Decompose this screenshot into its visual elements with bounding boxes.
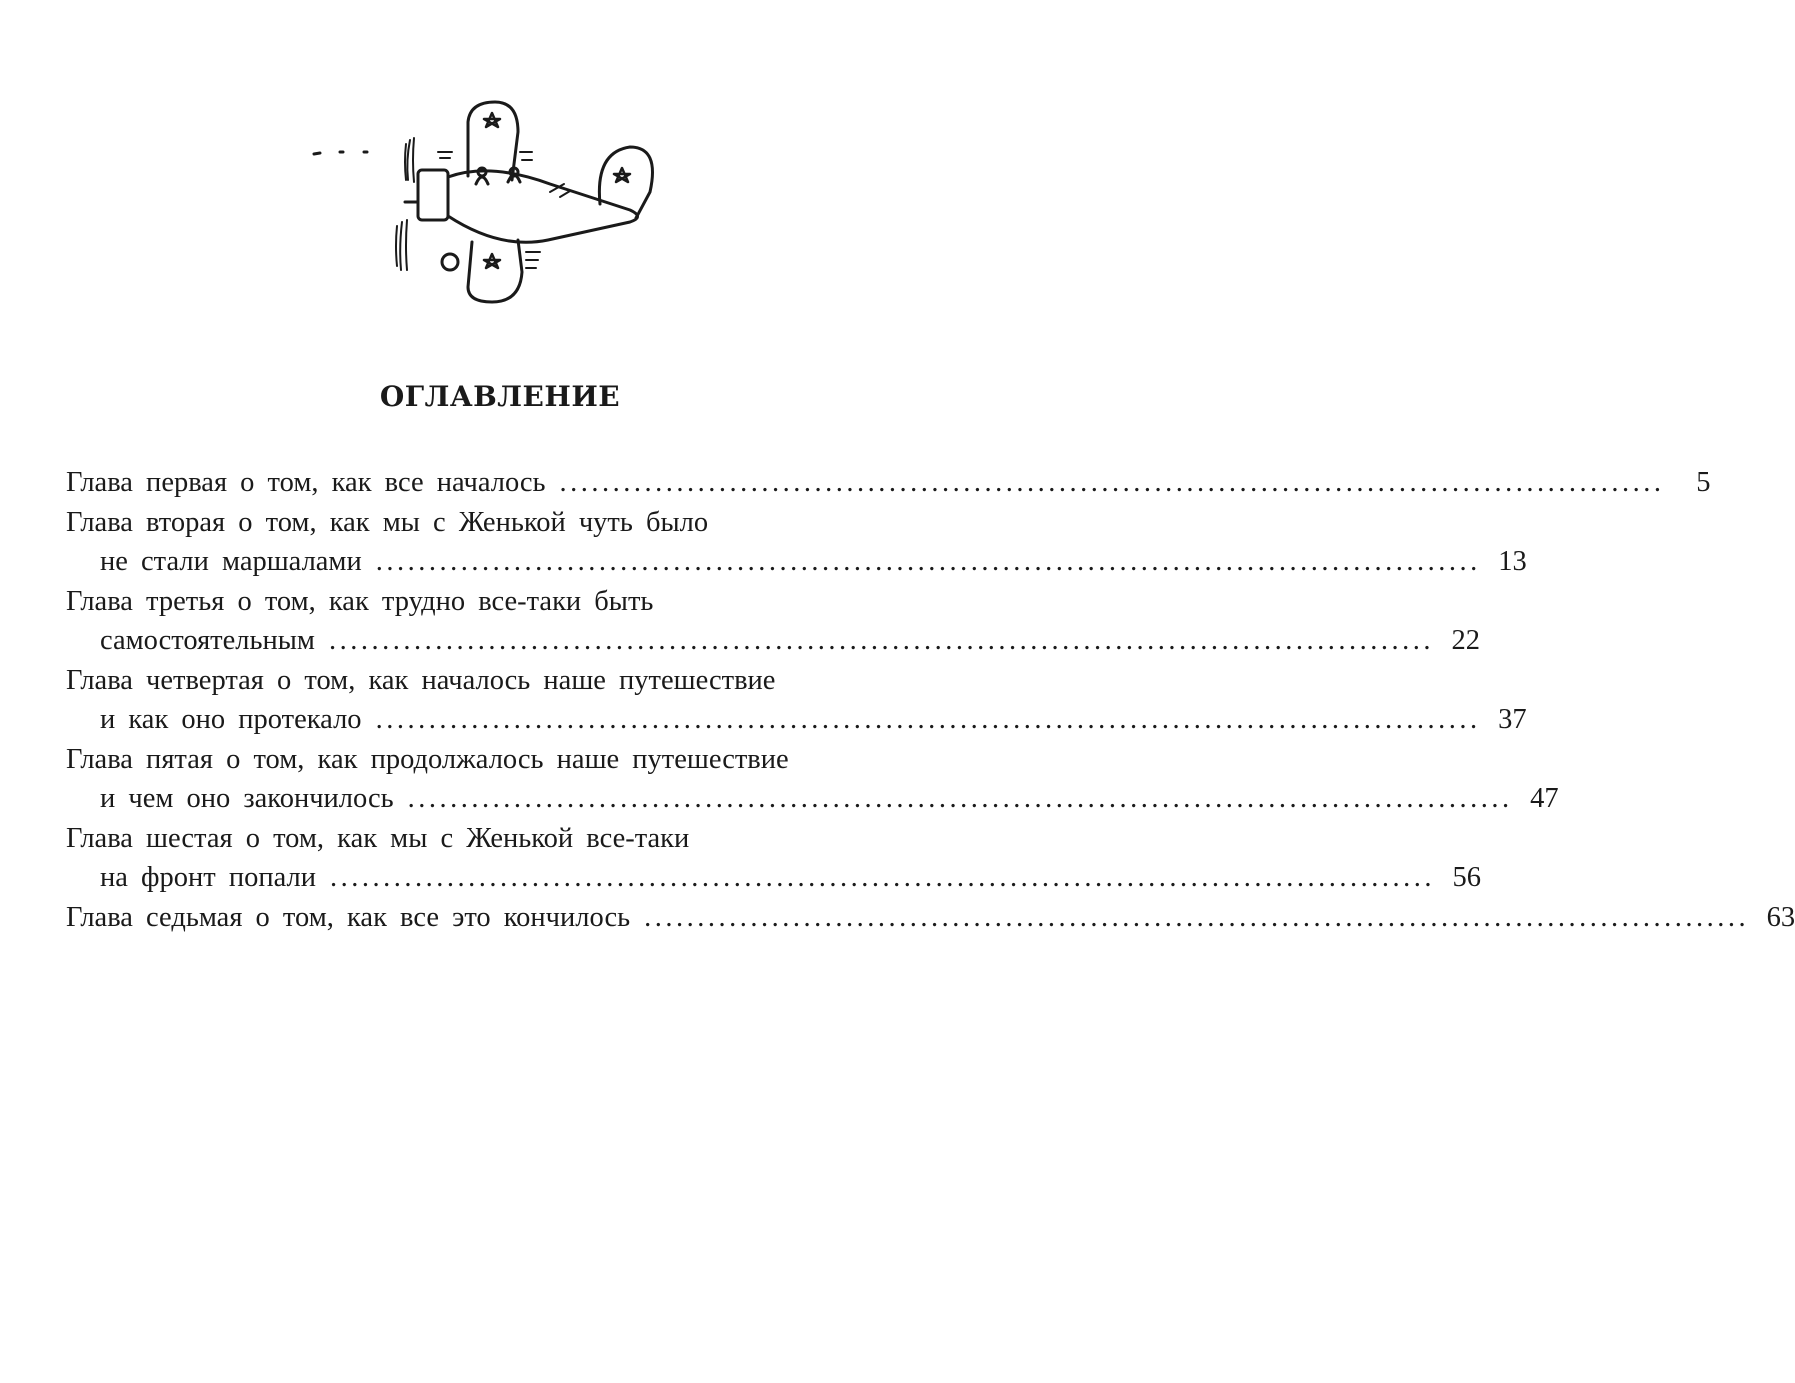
toc-entry-title: Глава четвертая о том, как началось наше путешествие bbox=[66, 665, 776, 696]
toc-entry-3[interactable] bbox=[66, 582, 1480, 660]
toc-heading: ОГЛАВЛЕНИЕ bbox=[379, 380, 621, 413]
toc-page-number: 37 bbox=[1498, 704, 1527, 735]
toc-entry-title: Глава пятая о том, как продолжалось наше путешествие bbox=[66, 744, 789, 775]
dot-leader: ........................................................................................................ bbox=[644, 902, 1750, 933]
toc-entry-title: Глава шестая о том, как мы с Женькой все-таки bbox=[66, 823, 690, 854]
toc-page-number: 13 bbox=[1498, 546, 1527, 577]
dot-leader: ........................................................................................................ bbox=[375, 704, 1481, 735]
toc-entry-title-continued: и чем оно закончилось bbox=[100, 783, 394, 814]
table-of-contents bbox=[66, 463, 1795, 937]
toc-page-number: 5 bbox=[1696, 467, 1711, 498]
toc-entry-title: Глава третья о том, как трудно все-таки быть bbox=[66, 586, 654, 617]
toc-entry-title: Глава седьмая о том, как все это кончилось bbox=[66, 902, 631, 933]
toc-entry-title-continued: не стали маршалами bbox=[100, 546, 362, 577]
dot-leader: ........................................................................................................ bbox=[328, 625, 1434, 656]
toc-page-number: 22 bbox=[1451, 625, 1480, 656]
dot-leader: ........................................................................................................ bbox=[329, 862, 1435, 893]
toc-entry-2[interactable] bbox=[66, 503, 1527, 581]
toc-page-number: 47 bbox=[1530, 783, 1559, 814]
toc-entry-4[interactable] bbox=[66, 661, 1527, 739]
toc-entry-title-continued: самостоятельным bbox=[100, 625, 315, 656]
dot-leader: ........................................................................................................ bbox=[407, 783, 1513, 814]
toc-entry-7[interactable] bbox=[66, 898, 1795, 937]
toc-entry-title-continued: на фронт попали bbox=[100, 862, 316, 893]
toc-entry-title: Глава первая о том, как все началось bbox=[66, 467, 546, 498]
dot-leader: ........................................................................................................ bbox=[559, 467, 1665, 498]
toc-entry-title-continued: и как оно протекало bbox=[100, 704, 362, 735]
dot-leader: ........................................................................................................ bbox=[375, 546, 1481, 577]
toc-entry-1[interactable] bbox=[66, 463, 1711, 502]
toc-entry-title: Глава вторая о том, как мы с Женькой чуть было bbox=[66, 507, 709, 538]
toc-page-number: 63 bbox=[1766, 902, 1795, 933]
airplane-drawing-icon bbox=[300, 92, 670, 317]
toc-entry-6[interactable] bbox=[66, 819, 1481, 897]
toc-page-number: 56 bbox=[1452, 862, 1481, 893]
toc-entry-5[interactable] bbox=[66, 740, 1559, 818]
